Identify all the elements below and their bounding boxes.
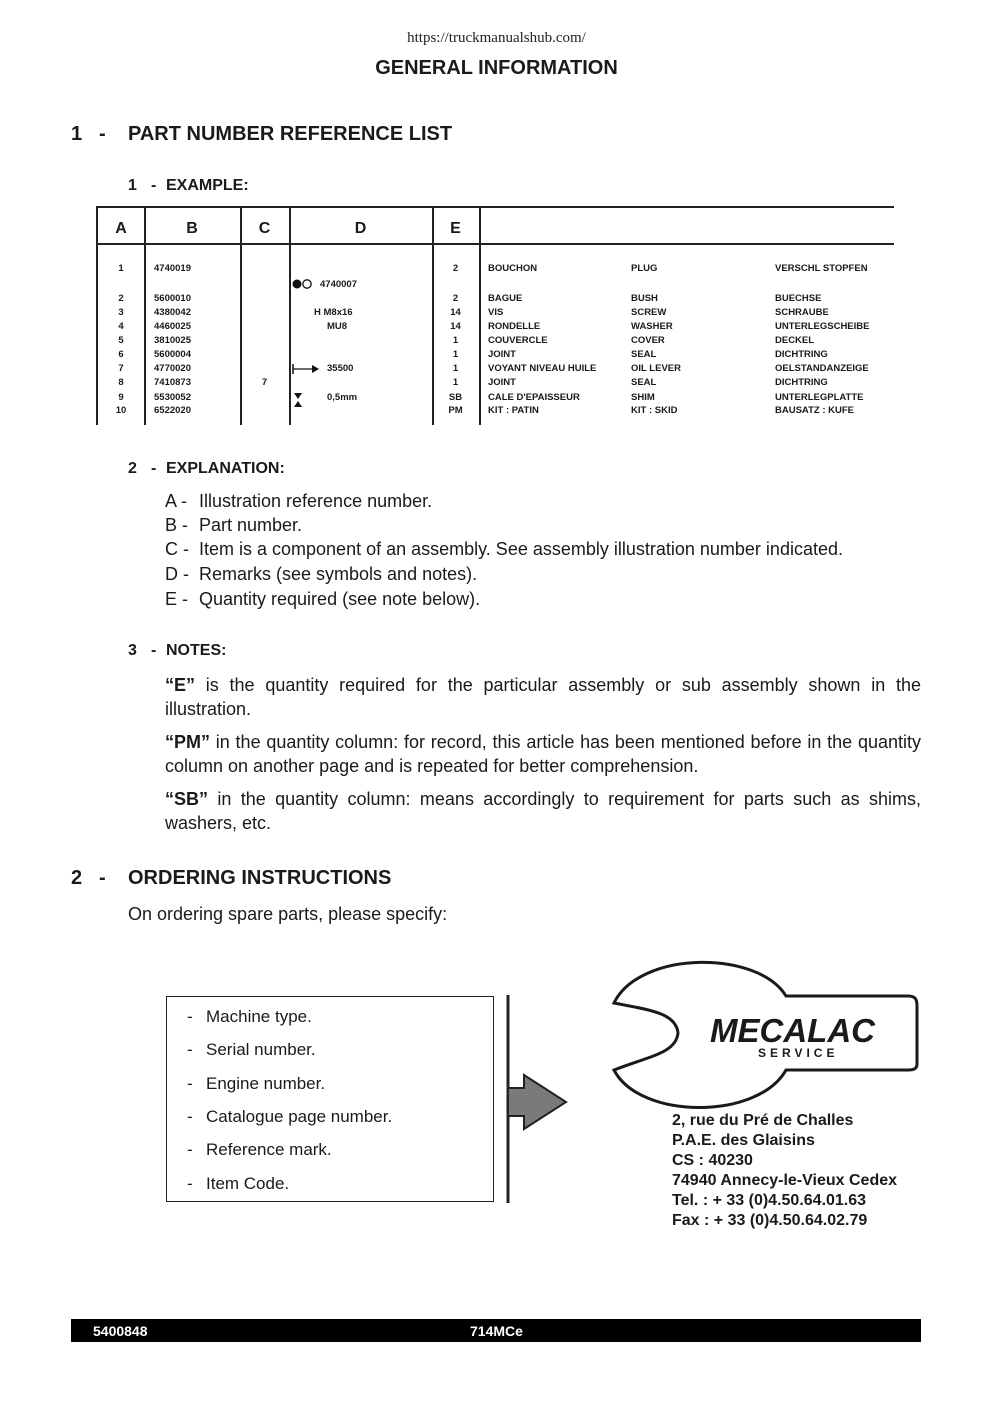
cell-ref: 6	[118, 349, 124, 360]
note-pm	[165, 730, 921, 778]
cell-desc-de: VERSCHL STOPFEN	[775, 263, 868, 274]
cell-part-number: 4380042	[154, 307, 191, 318]
arrow-right-icon	[292, 363, 320, 375]
mecalac-service-logo	[610, 958, 922, 1118]
cell-desc-en: OIL LEVER	[631, 363, 681, 374]
cell-ref: 5	[118, 335, 124, 346]
explanation-key: D -	[165, 564, 189, 584]
table-header-a: A	[115, 220, 127, 237]
table-header-b: B	[186, 220, 198, 237]
cell-part-number: 5600010	[154, 293, 191, 304]
cell-desc-de: DICHTRING	[775, 377, 828, 388]
cell-quantity: PM	[448, 405, 463, 416]
cell-desc-en: SHIM	[631, 392, 655, 403]
cell-desc-fr: JOINT	[488, 349, 516, 360]
cell-desc-en: BUSH	[631, 293, 658, 304]
cell-desc-fr: JOINT	[488, 377, 516, 388]
section-1-dash: -	[99, 123, 106, 145]
explanation-item	[165, 589, 480, 610]
thickness-icon	[294, 392, 302, 408]
cell-quantity: SB	[448, 392, 463, 403]
list-item-text: Catalogue page number.	[206, 1107, 393, 1126]
list-item: - Serial number.	[187, 1040, 316, 1059]
list-item: - Reference mark.	[187, 1140, 332, 1159]
explanation-text: Quantity required (see note below).	[199, 589, 481, 609]
list-item: - Catalogue page number.	[187, 1107, 393, 1126]
notes-number: 3	[128, 642, 137, 659]
cell-desc-fr: RONDELLE	[488, 321, 541, 332]
note-term: “PM”	[165, 732, 210, 752]
cell-remarks: 4740007	[320, 279, 357, 290]
cell-part-number: 4460025	[154, 321, 191, 332]
logo-sub: SERVICE	[758, 1046, 839, 1060]
example-number: 1	[128, 177, 137, 194]
note-text: in the quantity column: means accordingly to requirement for parts such as shims, washers, etc.	[165, 789, 921, 833]
cell-desc-de: OELSTANDANZEIGE	[775, 363, 869, 374]
dot-circle-icon	[292, 278, 314, 290]
cell-desc-fr: COUVERCLE	[488, 335, 548, 346]
list-item-text: Item Code.	[206, 1174, 290, 1193]
cell-quantity: 1	[452, 335, 459, 346]
explanation-text: Part number.	[199, 515, 303, 535]
cell-desc-en: SCREW	[631, 307, 667, 318]
cell-desc-de: DICHTRING	[775, 349, 828, 360]
cell-desc-en: COVER	[631, 335, 665, 346]
table-header-rule	[96, 243, 894, 245]
list-item: - Engine number.	[187, 1074, 326, 1093]
cell-desc-en: WASHER	[631, 321, 673, 332]
cell-desc-fr: BAGUE	[488, 293, 523, 304]
note-sb	[165, 787, 921, 835]
cell-desc-fr: CALE D'EPAISSEUR	[488, 392, 580, 403]
cell-desc-fr: VOYANT NIVEAU HUILE	[488, 363, 597, 374]
cell-part-number: 3810025	[154, 335, 191, 346]
cell-quantity: 1	[452, 363, 459, 374]
cell-remarks: H M8x16	[314, 307, 353, 318]
cell-desc-fr: BOUCHON	[488, 263, 538, 274]
fax-line: Fax : + 33 (0)4.50.64.02.79	[672, 1212, 868, 1229]
list-item-text: Engine number.	[206, 1074, 326, 1093]
table-header-e: E	[450, 220, 461, 237]
section-1-number: 1	[71, 123, 83, 145]
cell-desc-de: DECKEL	[775, 335, 815, 346]
cell-desc-de: BUECHSE	[775, 293, 822, 304]
arrow-right-icon	[500, 993, 570, 1205]
explanation-title: EXPLANATION:	[166, 460, 285, 477]
section-2-number: 2	[71, 867, 83, 889]
cell-desc-en: SEAL	[631, 377, 657, 388]
cell-ref: 2	[118, 293, 124, 304]
section-2-dash: -	[99, 867, 106, 889]
explanation-key: A -	[165, 491, 188, 511]
service-address	[672, 1111, 897, 1231]
footer-model: 714MCe	[470, 1323, 523, 1339]
explanation-text: Illustration reference number.	[199, 491, 433, 511]
cell-desc-en: SEAL	[631, 349, 657, 360]
cell-part-number: 6522020	[154, 405, 191, 416]
section-2-title: ORDERING INSTRUCTIONS	[128, 867, 392, 889]
cell-quantity: 2	[452, 293, 459, 304]
notes-title: NOTES:	[166, 642, 227, 659]
list-item: - Item Code.	[187, 1174, 290, 1193]
example-title: EXAMPLE:	[166, 177, 249, 194]
table-col-divider	[479, 206, 481, 425]
address-line: 74940 Annecy-le-Vieux Cedex	[672, 1172, 898, 1189]
table-col-divider	[240, 206, 242, 425]
cell-ref: 1	[118, 263, 124, 274]
address-line: 2, rue du Pré de Challes	[672, 1112, 854, 1129]
cell-part-number: 5530052	[154, 392, 191, 403]
cell-ref: 3	[118, 307, 124, 318]
address-line: P.A.E. des Glaisins	[672, 1132, 815, 1149]
cell-desc-de: BAUSATZ : KUFE	[775, 405, 854, 416]
section-1-title: PART NUMBER REFERENCE LIST	[128, 123, 453, 145]
address-line: CS : 40230	[672, 1152, 753, 1169]
cell-desc-en: PLUG	[631, 263, 658, 274]
cell-assembly: 7	[261, 377, 268, 388]
cell-part-number: 4740019	[154, 263, 191, 274]
cell-desc-de: SCHRAUBE	[775, 307, 829, 318]
cell-quantity: 1	[452, 349, 459, 360]
table-col-divider	[289, 206, 291, 425]
phone-line[interactable]: Tel. : + 33 (0)4.50.64.01.63	[672, 1192, 867, 1209]
footer-doc-number: 5400848	[93, 1323, 148, 1339]
cell-desc-fr: KIT : PATIN	[488, 405, 539, 416]
explanation-key: C -	[165, 539, 189, 559]
logo-brand: MECALAC	[710, 1012, 875, 1049]
page-footer	[71, 1319, 921, 1342]
notes-dash: -	[151, 642, 157, 659]
cell-part-number: 7410873	[154, 377, 191, 388]
list-item-text: Machine type.	[206, 1007, 312, 1026]
ordering-checklist-box	[166, 996, 494, 1202]
cell-part-number: 4770020	[154, 363, 191, 374]
explanation-text: Remarks (see symbols and notes).	[199, 564, 478, 584]
ordering-intro: On ordering spare parts, please specify:	[128, 904, 448, 924]
cell-quantity: 14	[450, 307, 461, 318]
table-header-c: C	[258, 220, 271, 237]
cell-remarks: 35500	[327, 363, 354, 374]
explanation-dash: -	[151, 460, 157, 477]
cell-quantity: 1	[452, 377, 459, 388]
explanation-item	[165, 539, 843, 560]
example-dash: -	[151, 177, 157, 194]
page-title: GENERAL INFORMATION	[375, 57, 618, 79]
source-url[interactable]: https://truckmanualshub.com/	[407, 30, 586, 46]
list-item-text: Serial number.	[206, 1040, 316, 1059]
note-text: is the quantity required for the particular assembly or sub assembly shown in the illustration.	[165, 675, 921, 719]
cell-desc-fr: VIS	[488, 307, 504, 318]
list-item-text: Reference mark.	[206, 1140, 332, 1159]
explanation-number: 2	[128, 460, 137, 477]
list-item: - Machine type.	[187, 1007, 312, 1026]
cell-ref: 8	[118, 377, 124, 388]
cell-remarks: MU8	[327, 321, 348, 332]
note-e	[165, 673, 921, 721]
explanation-item	[165, 491, 432, 512]
explanation-text: Item is a component of an assembly. See assembly illustration number indicated.	[199, 539, 843, 559]
cell-ref: 10	[115, 405, 127, 416]
cell-ref: 4	[118, 321, 124, 332]
table-top-rule	[96, 206, 894, 208]
explanation-item	[165, 515, 302, 536]
cell-remarks: 0,5mm	[327, 392, 358, 403]
note-term: “E”	[165, 675, 196, 695]
cell-desc-en: KIT : SKID	[631, 405, 678, 416]
explanation-key: B -	[165, 515, 189, 535]
note-text: in the quantity column: for record, this article has been mentioned before in the quantity column on another page and is repeated for better comprehension.	[165, 732, 921, 776]
cell-desc-de: UNTERLEGPLATTE	[775, 392, 864, 403]
example-parts-table	[96, 206, 894, 425]
note-term: “SB”	[165, 789, 209, 809]
cell-ref: 7	[118, 363, 124, 374]
cell-part-number: 5600004	[154, 349, 191, 360]
explanation-item	[165, 564, 477, 585]
cell-quantity: 14	[450, 321, 461, 332]
explanation-key: E -	[165, 589, 189, 609]
cell-ref: 9	[118, 392, 124, 403]
cell-quantity: 2	[452, 263, 459, 274]
cell-desc-de: UNTERLEGSCHEIBE	[775, 321, 870, 332]
table-header-d: D	[354, 220, 367, 237]
